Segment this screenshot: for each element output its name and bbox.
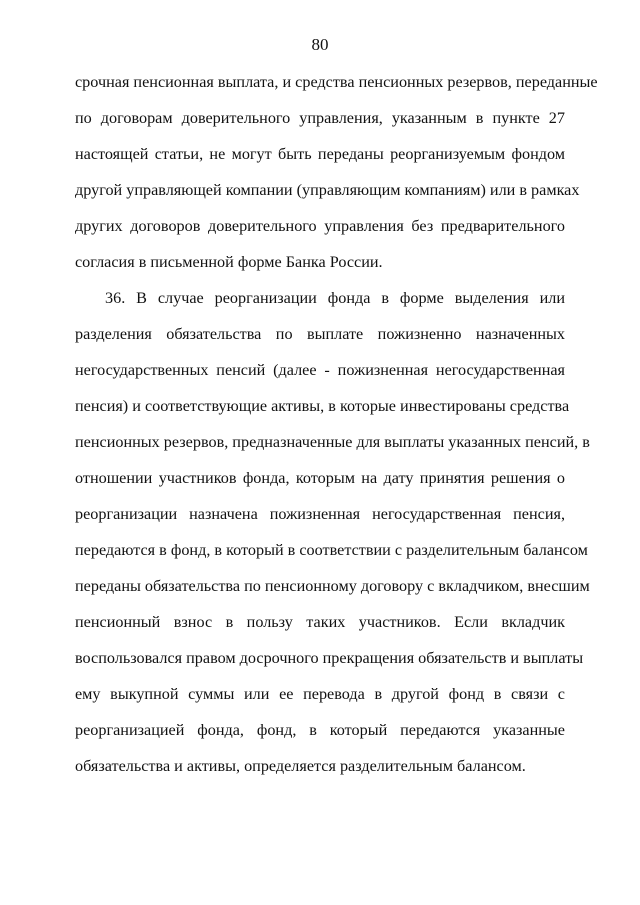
paragraph-36 [75,286,590,790]
text-line: передаются в фонд, в который в соответствии с разделительным балансом [75,541,588,559]
text-line: других договоров доверительного управления без предварительного [75,217,565,235]
paragraph-continuation [75,70,598,286]
text-line: другой управляющей компании (управляющим компаниям) или в рамках [75,181,580,199]
text-line: ему выкупной суммы или ее перевода в другой фонд в связи с [75,685,565,703]
text-line: реорганизацией фонда, фонд, в который передаются указанные [75,721,565,739]
text-line: настоящей статьи, не могут быть переданы реорганизуемым фондом [75,145,565,163]
page-number: 80 [311,35,329,54]
text-line: 36. В случае реорганизации фонда в форме выделения или [105,289,565,307]
text-line: переданы обязательства по пенсионному договору с вкладчиком, внесшим [75,577,590,595]
text-line: обязательства и активы, определяется разделительным балансом. [75,757,526,775]
text-line: согласия в письменной форме Банка России. [75,253,383,271]
text-line: пенсионный взнос в пользу таких участников. Если вкладчик [75,613,565,631]
text-line: пенсия) и соответствующие активы, в которые инвестированы средства [75,397,570,415]
text-line: по договорам доверительного управления, указанным в пункте 27 [75,109,565,127]
text-line: воспользовался правом досрочного прекращения обязательств и выплаты [75,649,584,667]
text-line: негосударственных пенсий (далее - пожизненная негосударственная [75,361,565,379]
text-line: реорганизации назначена пожизненная негосударственная пенсия, [75,505,565,523]
text-line: отношении участников фонда, которым на дату принятия решения о [75,469,565,487]
text-line: срочная пенсионная выплата, и средства пенсионных резервов, переданные [75,73,598,91]
text-line: разделения обязательства по выплате пожизненно назначенных [75,325,565,343]
text-line: пенсионных резервов, предназначенные для выплаты указанных пенсий, в [75,433,590,451]
document-body [75,70,598,790]
